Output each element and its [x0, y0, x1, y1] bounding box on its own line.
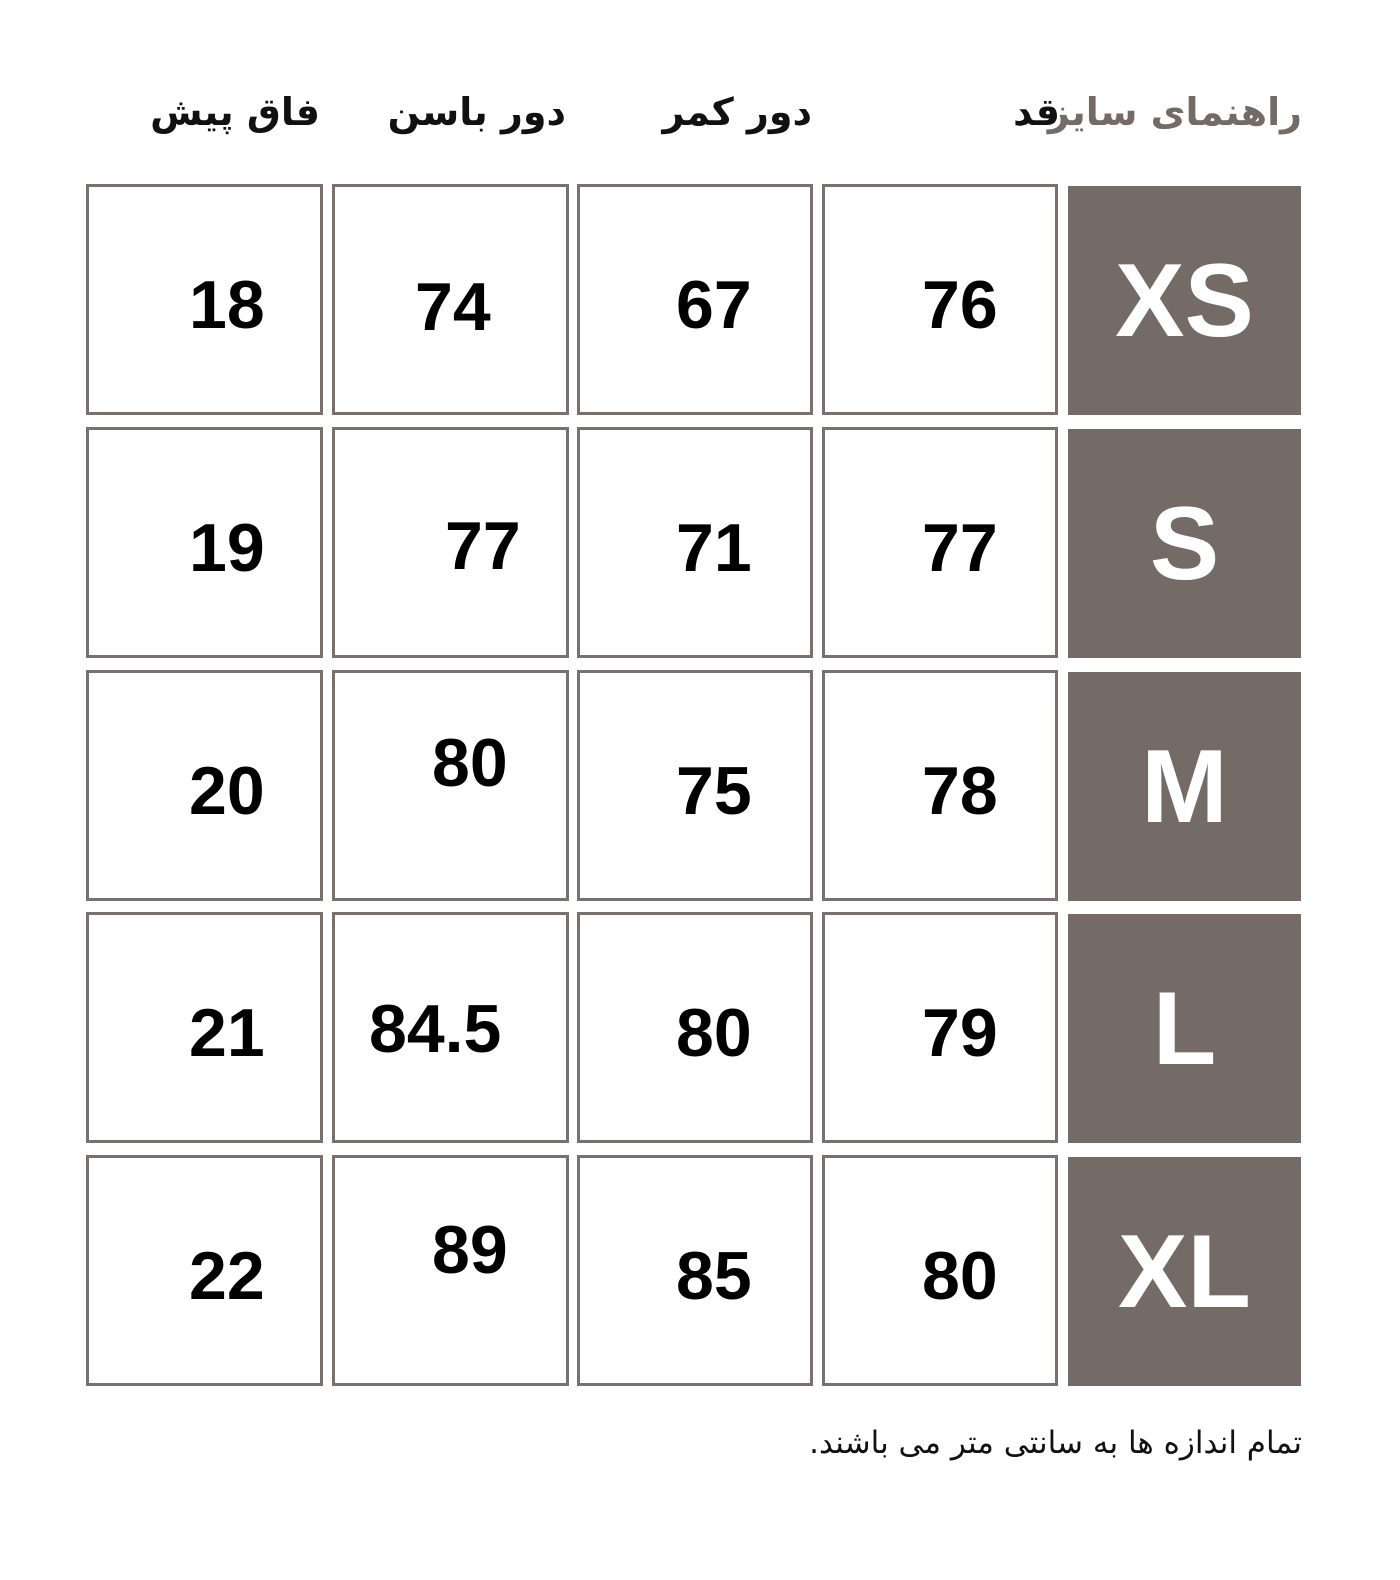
height-value: 76 [922, 267, 998, 343]
waist-value: 80 [676, 995, 752, 1071]
hip-cell [332, 427, 569, 658]
waist-cell [577, 912, 813, 1143]
size-guide-title: راهنمای سایز [1047, 90, 1302, 134]
waist-value: 71 [676, 510, 752, 586]
front-rise-cell [86, 912, 323, 1143]
height-cell [822, 670, 1058, 901]
height-cell [822, 1155, 1058, 1386]
hip-value: 84.5 [369, 991, 502, 1067]
hip-cell [332, 912, 569, 1143]
front-rise-value: 22 [189, 1238, 265, 1314]
waist-value: 75 [676, 753, 752, 829]
hip-value: 89 [432, 1212, 508, 1288]
front-rise-cell [86, 427, 323, 658]
header-height: قد [1013, 90, 1060, 134]
size-cell [1068, 1157, 1301, 1386]
height-value: 80 [922, 1238, 998, 1314]
waist-cell [577, 184, 813, 415]
size-label: M [1141, 728, 1228, 845]
size-label: XL [1118, 1213, 1251, 1330]
front-rise-value: 20 [189, 753, 265, 829]
size-label: XS [1115, 242, 1254, 359]
size-cell [1068, 186, 1301, 415]
size-cell [1068, 672, 1301, 901]
waist-cell [577, 1155, 813, 1386]
hip-value: 80 [432, 725, 508, 801]
front-rise-cell [86, 670, 323, 901]
height-cell [822, 912, 1058, 1143]
hip-cell [332, 184, 569, 415]
height-value: 78 [922, 753, 998, 829]
height-value: 79 [922, 995, 998, 1071]
hip-value: 74 [415, 269, 491, 345]
footnote: تمام اندازه ها به سانتی متر می باشند. [809, 1425, 1302, 1461]
waist-cell [577, 427, 813, 658]
front-rise-cell [86, 184, 323, 415]
front-rise-value: 21 [189, 995, 265, 1071]
size-label: L [1152, 970, 1217, 1087]
hip-cell [332, 1155, 569, 1386]
size-cell [1068, 914, 1301, 1143]
hip-value: 77 [445, 508, 521, 584]
size-cell [1068, 429, 1301, 658]
height-value: 77 [922, 510, 998, 586]
front-rise-value: 18 [189, 267, 265, 343]
waist-cell [577, 670, 813, 901]
header-hip: دور باسن [387, 90, 566, 134]
front-rise-value: 19 [189, 510, 265, 586]
front-rise-cell [86, 1155, 323, 1386]
waist-value: 67 [676, 267, 752, 343]
header-front-rise: فاق پیش [150, 90, 320, 134]
height-cell [822, 427, 1058, 658]
height-cell [822, 184, 1058, 415]
waist-value: 85 [676, 1238, 752, 1314]
hip-cell [332, 670, 569, 901]
size-label: S [1149, 485, 1220, 602]
header-waist: دور کمر [662, 90, 812, 134]
